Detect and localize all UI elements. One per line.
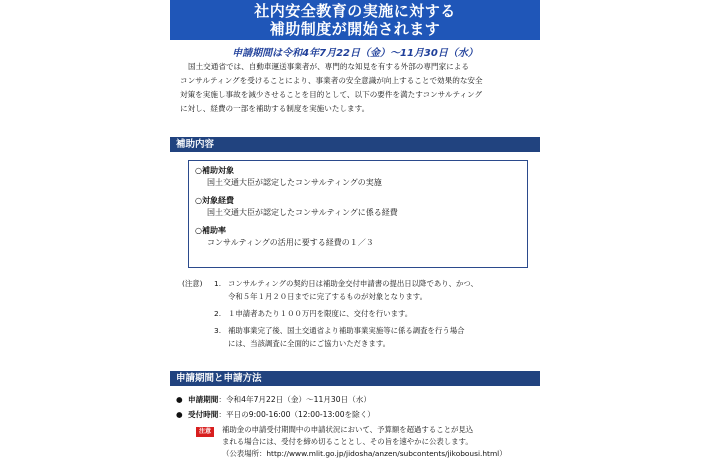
item-description: 国土交通大臣が認定したコンサルティングの実施 [207, 178, 382, 187]
item-label: ○対象経費 [195, 196, 234, 205]
caution-badge: 注意 [196, 427, 214, 437]
note-number: 3. [214, 326, 222, 335]
caution-url-line: （公表場所：http://www.mlit.go.jp/jidosha/anzen/subcontents/jikobousi.html） [222, 449, 507, 458]
intro-line: 国土交通省では、自動車運送事業者が、専門的な知見を有する外部の専門家による [188, 62, 469, 71]
bullet-icon: ● [176, 410, 183, 419]
section-header-application: 申請期間と申請方法 [170, 371, 540, 386]
intro-line: に対し、経費の一部を補助する制度を実施いたします。 [180, 104, 370, 113]
application-period-row [176, 392, 534, 407]
note-item [182, 324, 532, 350]
intro-line: 対策を実施し事故を減少させることを目的として、以下の要件を満たすコンサルティング [180, 90, 483, 99]
note-line: コンサルティングの契約日は補助金交付申請書の提出日以降であり、かつ、 [228, 279, 478, 288]
note-line: には、当該調査に全面的にご協力いただきます。 [228, 339, 391, 348]
application-period-headline: 申請期間は令和4年7月22日（金）～11月30日（水） [232, 48, 478, 59]
caution-line: 補助金の申請受付期間中の申請状況において、予算額を超過することが見込 [222, 425, 474, 434]
item-label: ○補助率 [195, 226, 226, 235]
caution-text [222, 424, 534, 460]
note-number: 2. [214, 309, 222, 318]
note-line: 令和５年１月２０日までに完了するものが対象となります。 [228, 292, 427, 301]
subsidy-details-box [188, 160, 528, 268]
row-label: 申請期間 [188, 395, 219, 404]
item-description: コンサルティングの活用に要する経費の１／３ [207, 238, 374, 247]
note-line: １申請者あたり１００万円を限度に、交付を行います。 [228, 309, 413, 318]
subsidy-target-item [195, 165, 521, 189]
section-header-subsidy-content: 補助内容 [170, 137, 540, 152]
row-label: 受付時間 [188, 410, 219, 419]
title-line-1: 社内安全教育の実施に対する [254, 2, 456, 20]
caution-line: まれる場合には、受付を締め切ることとし、その旨を速やかに公表します。 [222, 437, 473, 446]
note-text [228, 277, 532, 303]
note-text [228, 324, 532, 350]
item-label: ○補助対象 [195, 166, 234, 175]
eligible-expenses-item [195, 195, 521, 219]
notes-section [182, 277, 532, 354]
caution-notice [176, 424, 534, 460]
note-number: 1. [214, 279, 222, 288]
title-line-2: 補助制度が開始されます [269, 20, 441, 38]
row-value: ：平日の9:00-16:00（12:00-13:00を除く） [218, 410, 375, 419]
application-info [176, 392, 534, 460]
note-item [182, 307, 532, 320]
note-item [182, 277, 532, 303]
notes-prefix: (注意) [182, 279, 203, 288]
item-description: 国土交通大臣が認定したコンサルティングに係る経費 [207, 208, 398, 217]
flyer-page [170, 0, 540, 474]
subsidy-rate-item [195, 225, 521, 249]
title-banner [170, 0, 540, 40]
row-value: ：令和4年7月22日（金）～11月30日（水） [218, 395, 371, 404]
note-text [228, 307, 532, 320]
intro-paragraph [180, 60, 530, 116]
note-line: 補助事業完了後、国土交通省より補助事業実施等に係る調査を行う場合 [228, 326, 465, 335]
intro-line: コンサルティングを受けることにより、事業者の安全意識が向上することで効果的な安全 [180, 76, 483, 85]
reception-hours-row [176, 407, 534, 422]
bullet-icon: ● [176, 395, 183, 404]
